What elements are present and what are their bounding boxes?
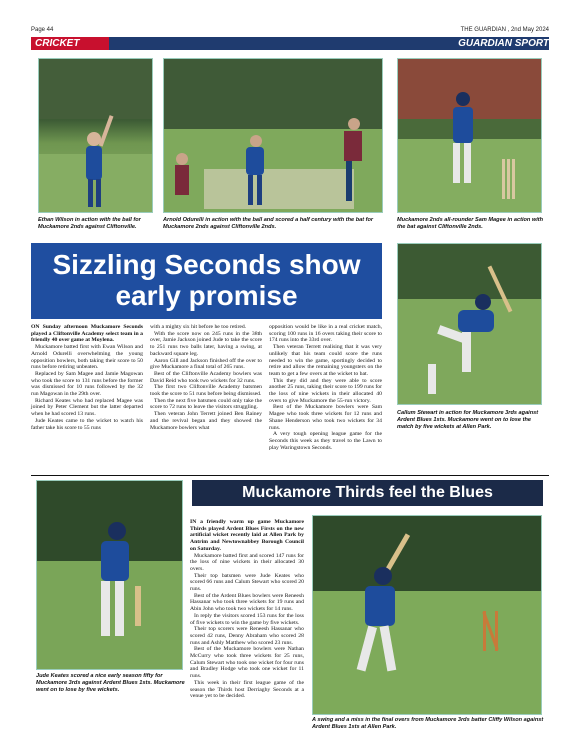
photo-arnold-odurelli	[163, 58, 383, 213]
photo-ethan-wilson	[38, 58, 153, 213]
bowling-scene	[164, 59, 383, 213]
caption-ethan-wilson: Ethan Wilson in action with the ball for Muckamore 2nds against Cliftonville.	[38, 217, 141, 230]
story1-paragraph: With the score now on 245 runs in the 38th over, Jamie Jackson joined Jude to take the score to 251 runs two balls later, having a swing, at backward square leg.	[150, 330, 262, 357]
story2-paragraph: Best of the Ardent Blues bowlers were Reneesh Hassanar who took three wickets for 19 runs and Abin John who took two wickets for 14 runs.	[190, 592, 304, 613]
photo-jude-keates	[36, 480, 183, 670]
caption-callum-stewart: Callum Stewart in action for Muckamore 3rds against Ardent Blues 1sts. Muckamore went on to lose the match by five wickets at Allen Park.	[397, 410, 539, 430]
story2-paragraph: Their top scorers were Reneesh Hassanar who scored 42 runs, Denny Abraham who scored 28 runs and Ashly Matthew who scored 23 runs.	[190, 626, 304, 646]
swing-scene	[313, 516, 542, 715]
page-number: Page 44	[31, 27, 54, 33]
photo-sam-magee	[397, 58, 542, 213]
story1-paragraph: Then veteran John Terrett joined Ben Rainey and the revival began and they showed the Muckamore bowlers what	[150, 411, 262, 431]
caption-arnold-odurelli: Arnold Odurelli in action with the ball and scored a half century with the bat for Muckamore 2nds against Cliftonville 2nds.	[163, 217, 374, 230]
story1-paragraph: Aaron Gill and Jackson finished off the over to give Muckamore a final total of 265 runs.	[150, 357, 262, 371]
caption-jude-keates: Jude Keates scored a nice early season fifty for Muckamore 3rds against Ardent Blues 1sts. Muckamore went on to lose by five wickets.	[36, 673, 185, 693]
story1-paragraph: A very tough opening league game for the Seconds this week as they travel to the Lawn to play Waringstown Seconds.	[269, 431, 382, 451]
story1-paragraph: Replaced by Sam Magee and Jamie Magowan who took the score to 131 runs before the former was dismissed for 10 runs followed by the 32 run Magowan in the 29th over.	[31, 370, 143, 398]
section-label: CRICKET	[31, 37, 109, 50]
paper-date: THE GUARDIAN , 2nd May 2024	[460, 27, 549, 33]
bowler-figure	[39, 59, 153, 213]
story1-paragraph: Jude Keates came to the wicket to watch his father take his score to 55 runs	[31, 417, 143, 431]
story1-paragraph: Richard Keates who had replaced Magee was joined by Peter Clement but the latter departed when he had scored 13 runs.	[31, 397, 143, 418]
story1-paragraph: with a mighty six hit before he too retired.	[150, 324, 247, 330]
section-divider	[31, 475, 549, 476]
photo-cliffy-wilson	[312, 515, 542, 715]
batter-figure	[398, 59, 542, 213]
story1-paragraph: This they did and they were able to score another 25 runs, taking their score to 199 runs for the loss of nine wickets in their allocated 40 overs to give Muckamore the 55-run victory.	[269, 377, 382, 404]
caption-cliffy-wilson: A swing and a miss in the final overs from Muckamore 3rds batter Cliffy Wilson against Ardent Blues 1sts at Allen Park.	[312, 717, 544, 730]
story2-paragraph: In reply the visitors scored 153 runs for the loss of five wickets to win the game by five wickets.	[190, 612, 304, 626]
headline-thirds-feel-blues: Muckamore Thirds feel the Blues	[192, 480, 543, 506]
story1-paragraph: Best of the Muckamore bowlers were Sam Magee who took three wickets for 12 runs and Shane Henderson who took two wickets for 34 runs.	[269, 404, 382, 431]
headline-sizzling-seconds: Sizzling Seconds show early promise	[31, 243, 382, 319]
story1-paragraph: Muckamore batted first with Ewan Wilson and Arnold Odurelli overwhelming the young opposition bowlers, both taking their score to 50 runs before retiring unbeaten.	[31, 344, 143, 371]
batter-callum-figure	[398, 244, 542, 405]
story1-paragraph: The first two Cliftonville Academy batsmen took the score to 51 runs before being dismissed.	[150, 384, 262, 398]
story1-column-2	[150, 324, 262, 431]
story2-column	[190, 519, 304, 700]
story1-column-1	[31, 324, 143, 431]
story1-paragraph: Best of the Cliftonville Academy bowlers was David Reid who took two wickets for 32 runs.	[150, 370, 262, 384]
story1-paragraph: opposition would be like in a real cricket match, scoring 100 runs in 16 overs taking their score to 174 runs into the 33rd over.	[269, 324, 382, 344]
story1-column-3	[269, 324, 382, 451]
story2-lead: IN a friendly warm up game Muckamore Thirds played Ardent Blues Firsts on the new artificial wicket recently laid at Allen Park by Antrim and Newtownabbey Borough Council on Saturday.	[190, 519, 304, 552]
caption-sam-magee: Muckamore 2nds all-rounder Sam Magee in action with the bat against Cliftonville 2nds.	[397, 217, 544, 230]
brand-label: GUARDIAN SPORT	[458, 38, 549, 49]
story2-paragraph: Their top batsmen were Jude Keates who scored 66 runs and Calum Stewart who scored 20 runs.	[190, 572, 304, 593]
story1-paragraph: Then veteran Terrett realising that it was very unlikely that his team could score the runs needed to win the game, sportingly decided to retire and allow the remaining youngsters on the team to get a few overs at the wicket to bat.	[269, 344, 382, 377]
photo-callum-stewart	[397, 243, 542, 405]
story1-paragraph: Then the next five batsmen could only take the score to 72 runs to leave the visitors struggling.	[150, 397, 262, 411]
story1-lead: ON Sunday afternoon Muckamore Seconds played a Cliftonville Academy select team in a friendly 40 over game at Moylena.	[31, 324, 143, 344]
story2-paragraph: Best of the Muckamore bowlers were Nathan McCurry who took three wickets for 25 runs, Calum Stewart who took one wicket for four runs and Bradley Hodge who took one wicket for 11 runs.	[190, 646, 304, 680]
batter-jude-figure	[37, 481, 183, 670]
story2-paragraph: Muckamore batted first and scored 147 runs for the loss of nine wickets in their allocated 30 overs.	[190, 552, 304, 572]
story2-paragraph: This week in their first league game of the season the Thirds host Derriaghy Seconds at a venue yet to be decided.	[190, 679, 304, 700]
